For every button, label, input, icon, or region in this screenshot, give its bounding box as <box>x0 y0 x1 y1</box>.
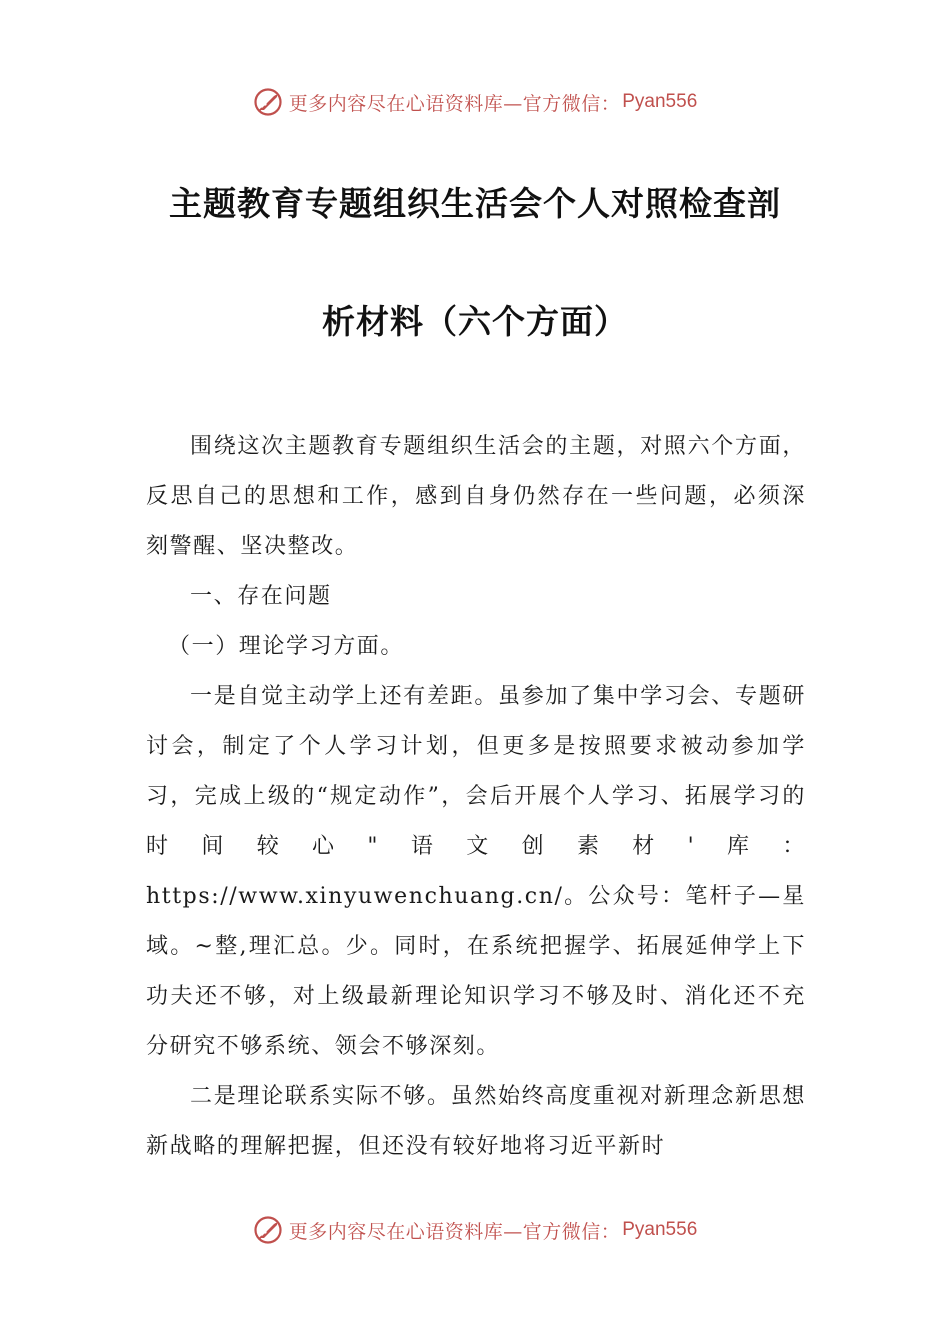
subsection-heading-theory-study: （一）理论学习方面。 <box>168 634 405 659</box>
watermark-wechat-id: Pyan556 <box>622 1219 698 1240</box>
watermark-text: 更多内容尽在心语资料库—官方微信： <box>288 92 621 115</box>
paragraph-point-one: 一是自觉主动学上还有差距。虽参加了集中学习会、专题研讨会，制定了个人学习计划，但更多是按照要求被动参加学习，完成上级的“规定动作”，会后开展个人学习、拓展学习的时间较心"语文创素材'库：https://www.xinyuwenchuang.cn/。公众号：笔杆子—星域。~整,理汇总。少。同时，在系统把握学、拓展延伸学上下功夫还不够，对上级最新理论知识学习不够及时、消化还不充分研究不够系统、领会不够深刻。 <box>146 684 806 1059</box>
document-title-line-2: 析材料（六个方面） <box>322 302 628 341</box>
header-watermark <box>0 84 950 120</box>
watermark-wechat-id: Pyan556 <box>622 91 698 112</box>
quill-pen-circle-icon <box>253 87 283 117</box>
footer-watermark <box>0 1212 950 1248</box>
quill-pen-circle-icon <box>253 1215 283 1245</box>
paragraph-point-two: 二是理论联系实际不够。虽然始终高度重视对新理念新思想新战略的理解把握，但还没有较好地将习近平新时 <box>146 1084 806 1159</box>
watermark-text: 更多内容尽在心语资料库—官方微信： <box>288 1220 621 1243</box>
paragraph-intro: 围绕这次主题教育专题组织生活会的主题，对照六个方面，反思自己的思想和工作，感到自身仍然存在一些问题，必须深刻警醒、坚决整改。 <box>146 434 806 559</box>
document-title-line-1: 主题教育专题组织生活会个人对照检查剖 <box>169 184 781 223</box>
section-heading-problems: 一、存在问题 <box>190 584 332 609</box>
document-body <box>146 422 806 1172</box>
